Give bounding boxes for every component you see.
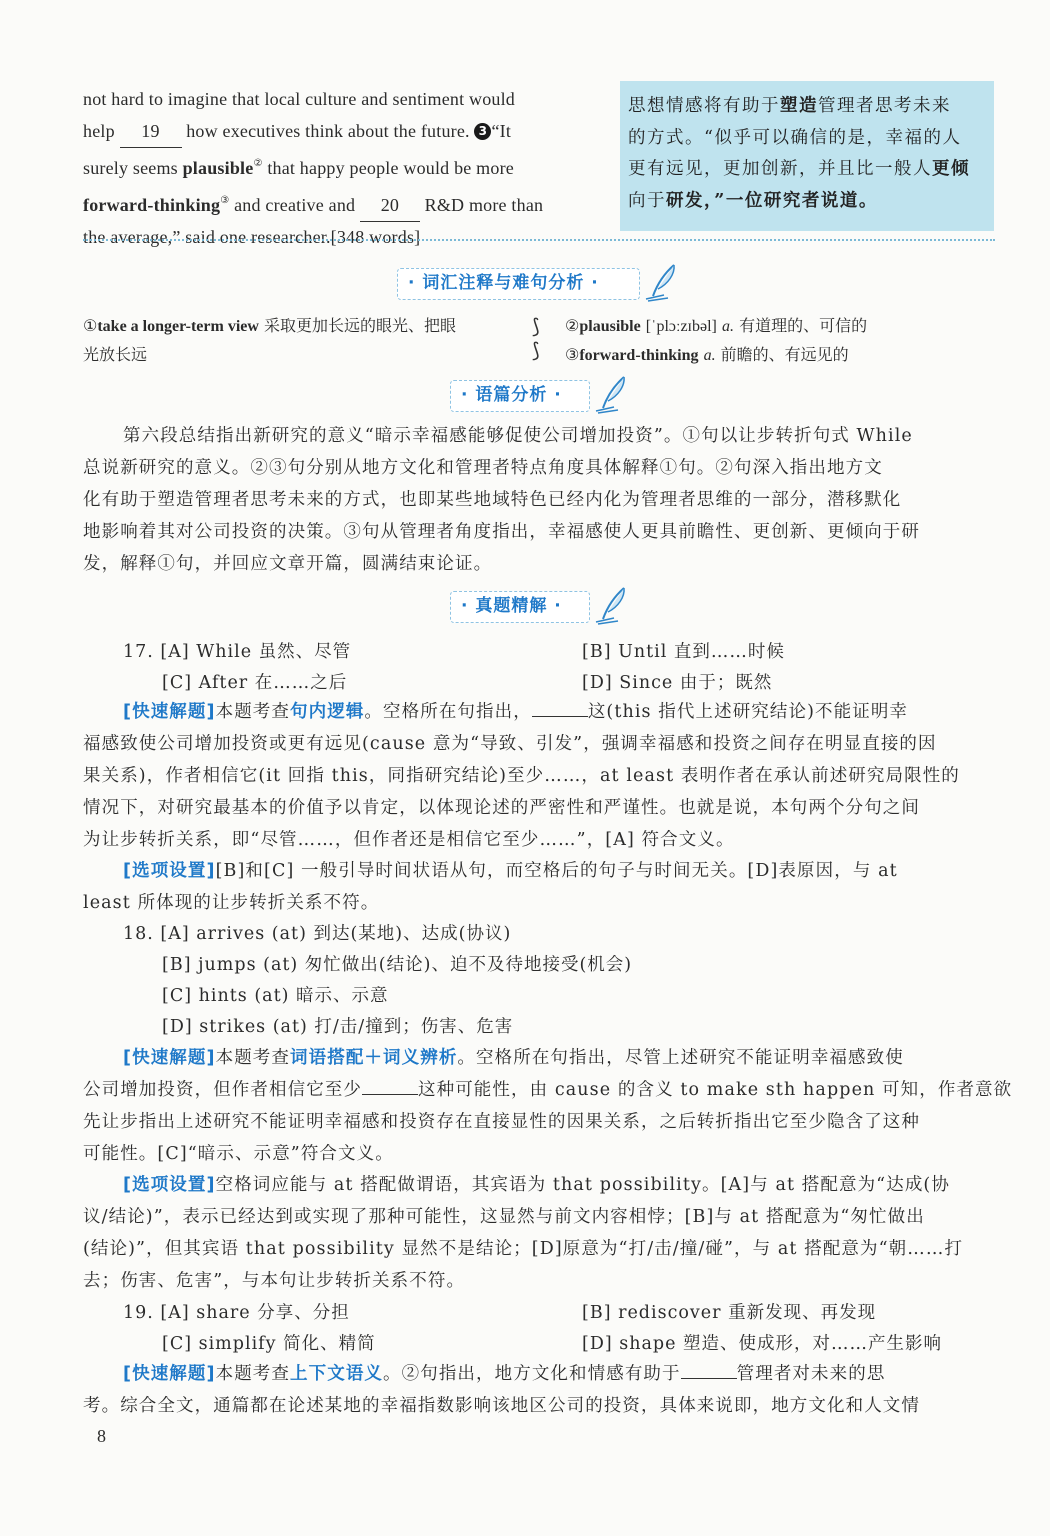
q17-option-a: 17. [A] While 虽然、尽管 <box>123 642 352 662</box>
english-passage <box>83 84 603 254</box>
answer-blank <box>681 1378 737 1379</box>
q18-option-b: [B] jumps (at) 匆忙做出(结论)、迫不及待地接受(机会) <box>162 955 633 975</box>
q18-quick-line: 可能性。[C]“暗示、示意”符合文义。 <box>83 1144 394 1164</box>
q18-option-line: [选项设置]空格词应能与 at 搭配做谓语，其宾语为 that possibility。[A]与 at 搭配意为“达成(协 <box>123 1175 950 1195</box>
vocab-item-1: ①take a longer-term view 采取更加长远的眼光、把眼 <box>83 316 457 335</box>
discourse-line: 发，解释①句，并回应文章开篇，圆满结束论证。 <box>83 554 493 574</box>
q19-option-c: [C] simplify 简化、精简 <box>162 1334 376 1354</box>
translation-line: 思想情感将有助于塑造管理者思考未来 <box>628 96 951 116</box>
sentence-marker-3: 3 <box>474 123 491 140</box>
option-setup-tag: [选项设置] <box>123 1175 216 1195</box>
page-number: 8 <box>97 1426 106 1446</box>
q17-option-line: [选项设置][B]和[C] 一般引导时间状语从句，而空格后的句子与时间无关。[D]表原因，与 at <box>123 861 898 881</box>
quill-icon <box>594 374 630 414</box>
passage-line: help 19 how executives think about the future. 3 “It <box>83 116 603 149</box>
q19-quick-line: [快速解题]本题考查上下文语义。②句指出，地方文化和情感有助于 管理者对未来的思 <box>123 1364 886 1384</box>
q17-quick-line: 为让步转折关系，即“尽管……，但作者还是相信它至少……”，[A] 符合文义。 <box>83 830 735 850</box>
passage-line: the average,” said one researcher.[348 words] <box>83 227 421 247</box>
q18-option-line: 议/结论)”，表示已经达到或实现了那种可能性，这显然与前文内容相悖；[B]与 at 搭配意为“匆忙做出 <box>83 1207 925 1227</box>
q17-option-line: least 所体现的让步转折关系不符。 <box>83 893 380 913</box>
discourse-line: 化有助于塑造管理者思考未来的方式，也即某些地域特色已经内化为管理者思维的一部分，潜移默化 <box>83 490 902 510</box>
blank-20: 20 <box>360 190 420 223</box>
q17-option-c: [C] After 在……之后 <box>162 673 348 693</box>
q17-quick-line: [快速解题]本题考查句内逻辑。空格所在句指出， 这(this 指代上述研究结论)不能证明幸 <box>123 702 909 722</box>
passage-line: not hard to imagine that local culture and sentiment would <box>83 89 515 109</box>
passage-line: forward-thinking③ and creative and 20 R&D more than <box>83 185 603 223</box>
option-setup-tag: [选项设置] <box>123 861 216 881</box>
q19-quick-line: 考。综合全文，通篇都在论述某地的幸福指数影响该地区公司的投资，具体来说即，地方文化和人文情 <box>83 1396 920 1416</box>
discourse-section-title: · 语篇分析 · <box>450 380 590 412</box>
answers-section-title: · 真题精解 · <box>450 591 590 623</box>
brace-divider: ⟆ ⟆ <box>532 314 540 362</box>
vocab-section-title: · 词汇注释与难句分析 · <box>397 268 640 300</box>
answer-blank <box>362 1094 418 1095</box>
quill-icon <box>594 585 630 625</box>
q18-quick-line: 先让步指出上述研究不能证明幸福感和投资存在直接显性的因果关系，之后转折指出它至少隐含了这种 <box>83 1112 920 1132</box>
q17-option-b: [B] Until 直到……时候 <box>582 642 785 662</box>
q18-option-a: 18. [A] arrives (at) 到达(某地)、达成(协议) <box>123 924 512 944</box>
translation-line: 向于研发，”一位研究者说道。 <box>628 190 878 211</box>
q18-option-line: (结论)”，但其宾语 that possibility 显然不是结论；[D]原意为“打/击/撞/碰”，与 at 搭配意为“朝……打 <box>83 1239 964 1259</box>
translation-line: 更有远见，更加创新，并且比一般人更倾 <box>628 159 970 179</box>
quill-icon <box>644 262 680 302</box>
q18-option-line: 去；伤害、危害”，与本句让步转折关系不符。 <box>83 1271 466 1291</box>
q17-quick-line: 福感致使公司增加投资或更有远见(cause 意为“导致、引发”，强调幸福感和投资之间存在明显直接的因 <box>83 734 937 754</box>
quick-solve-tag: [快速解题] <box>123 1048 216 1068</box>
q18-quick-line: 公司增加投资，但作者相信它至少 这种可能性，由 cause 的含义 to make sth happen 可知，作者意欲 <box>83 1080 1013 1100</box>
section-divider <box>83 239 995 241</box>
q18-quick-line: [快速解题]本题考查词语搭配＋词义辨析。空格所在句指出，尽管上述研究不能证明幸福感致使 <box>123 1048 904 1068</box>
q19-option-d: [D] shape 塑造、使成形，对……产生影响 <box>582 1334 943 1354</box>
translation-box <box>620 81 994 231</box>
quick-solve-tag: [快速解题] <box>123 702 216 722</box>
discourse-line: 第六段总结指出新研究的意义“暗示幸福感能够促使公司增加投资”。①句以让步转折句式 While <box>123 426 913 446</box>
q17-option-d: [D] Since 由于；既然 <box>582 673 773 693</box>
keyword-forward-thinking: forward-thinking <box>83 194 221 215</box>
vocab-item-2: ②plausible [ˈplɔːzɪbəl] a. 有道理的、可信的 <box>565 316 868 335</box>
q18-option-c: [C] hints (at) 暗示、示意 <box>162 986 389 1006</box>
quick-solve-tag: [快速解题] <box>123 1364 216 1384</box>
translation-line: 的方式。“似乎可以确信的是，幸福的人 <box>628 127 962 148</box>
keyword-plausible: plausible <box>182 158 254 178</box>
vocab-item-1-cont: 光放长远 <box>83 345 148 364</box>
q19-option-a: 19. [A] share 分享、分担 <box>123 1303 350 1323</box>
passage-line: surely seems plausible② that happy people would be more <box>83 158 514 178</box>
discourse-line: 地影响着其对公司投资的决策。③句从管理者角度指出，幸福感使人更具前瞻性、更创新、更倾向于研 <box>83 522 920 542</box>
answer-blank <box>532 716 588 717</box>
blank-19: 19 <box>120 116 182 149</box>
q18-option-d: [D] strikes (at) 打/击/撞到；伤害、危害 <box>162 1017 514 1037</box>
q17-quick-line: 果关系)，作者相信它(it 回指 this，同指研究结论)至少……，at least 表明作者在承认前述研究局限性的 <box>83 766 960 786</box>
q19-option-b: [B] rediscover 重新发现、再发现 <box>582 1303 877 1323</box>
vocab-item-3: ③forward-thinking a. 前瞻的、有远见的 <box>565 345 849 364</box>
discourse-line: 总说新研究的意义。②③句分别从地方文化和管理者特点角度具体解释①句。②句深入指出地方文 <box>83 458 883 478</box>
q17-quick-line: 情况下，对研究最基本的价值予以肯定，以体现论述的严密性和严谨性。也就是说，本句两个分句之间 <box>83 798 920 818</box>
